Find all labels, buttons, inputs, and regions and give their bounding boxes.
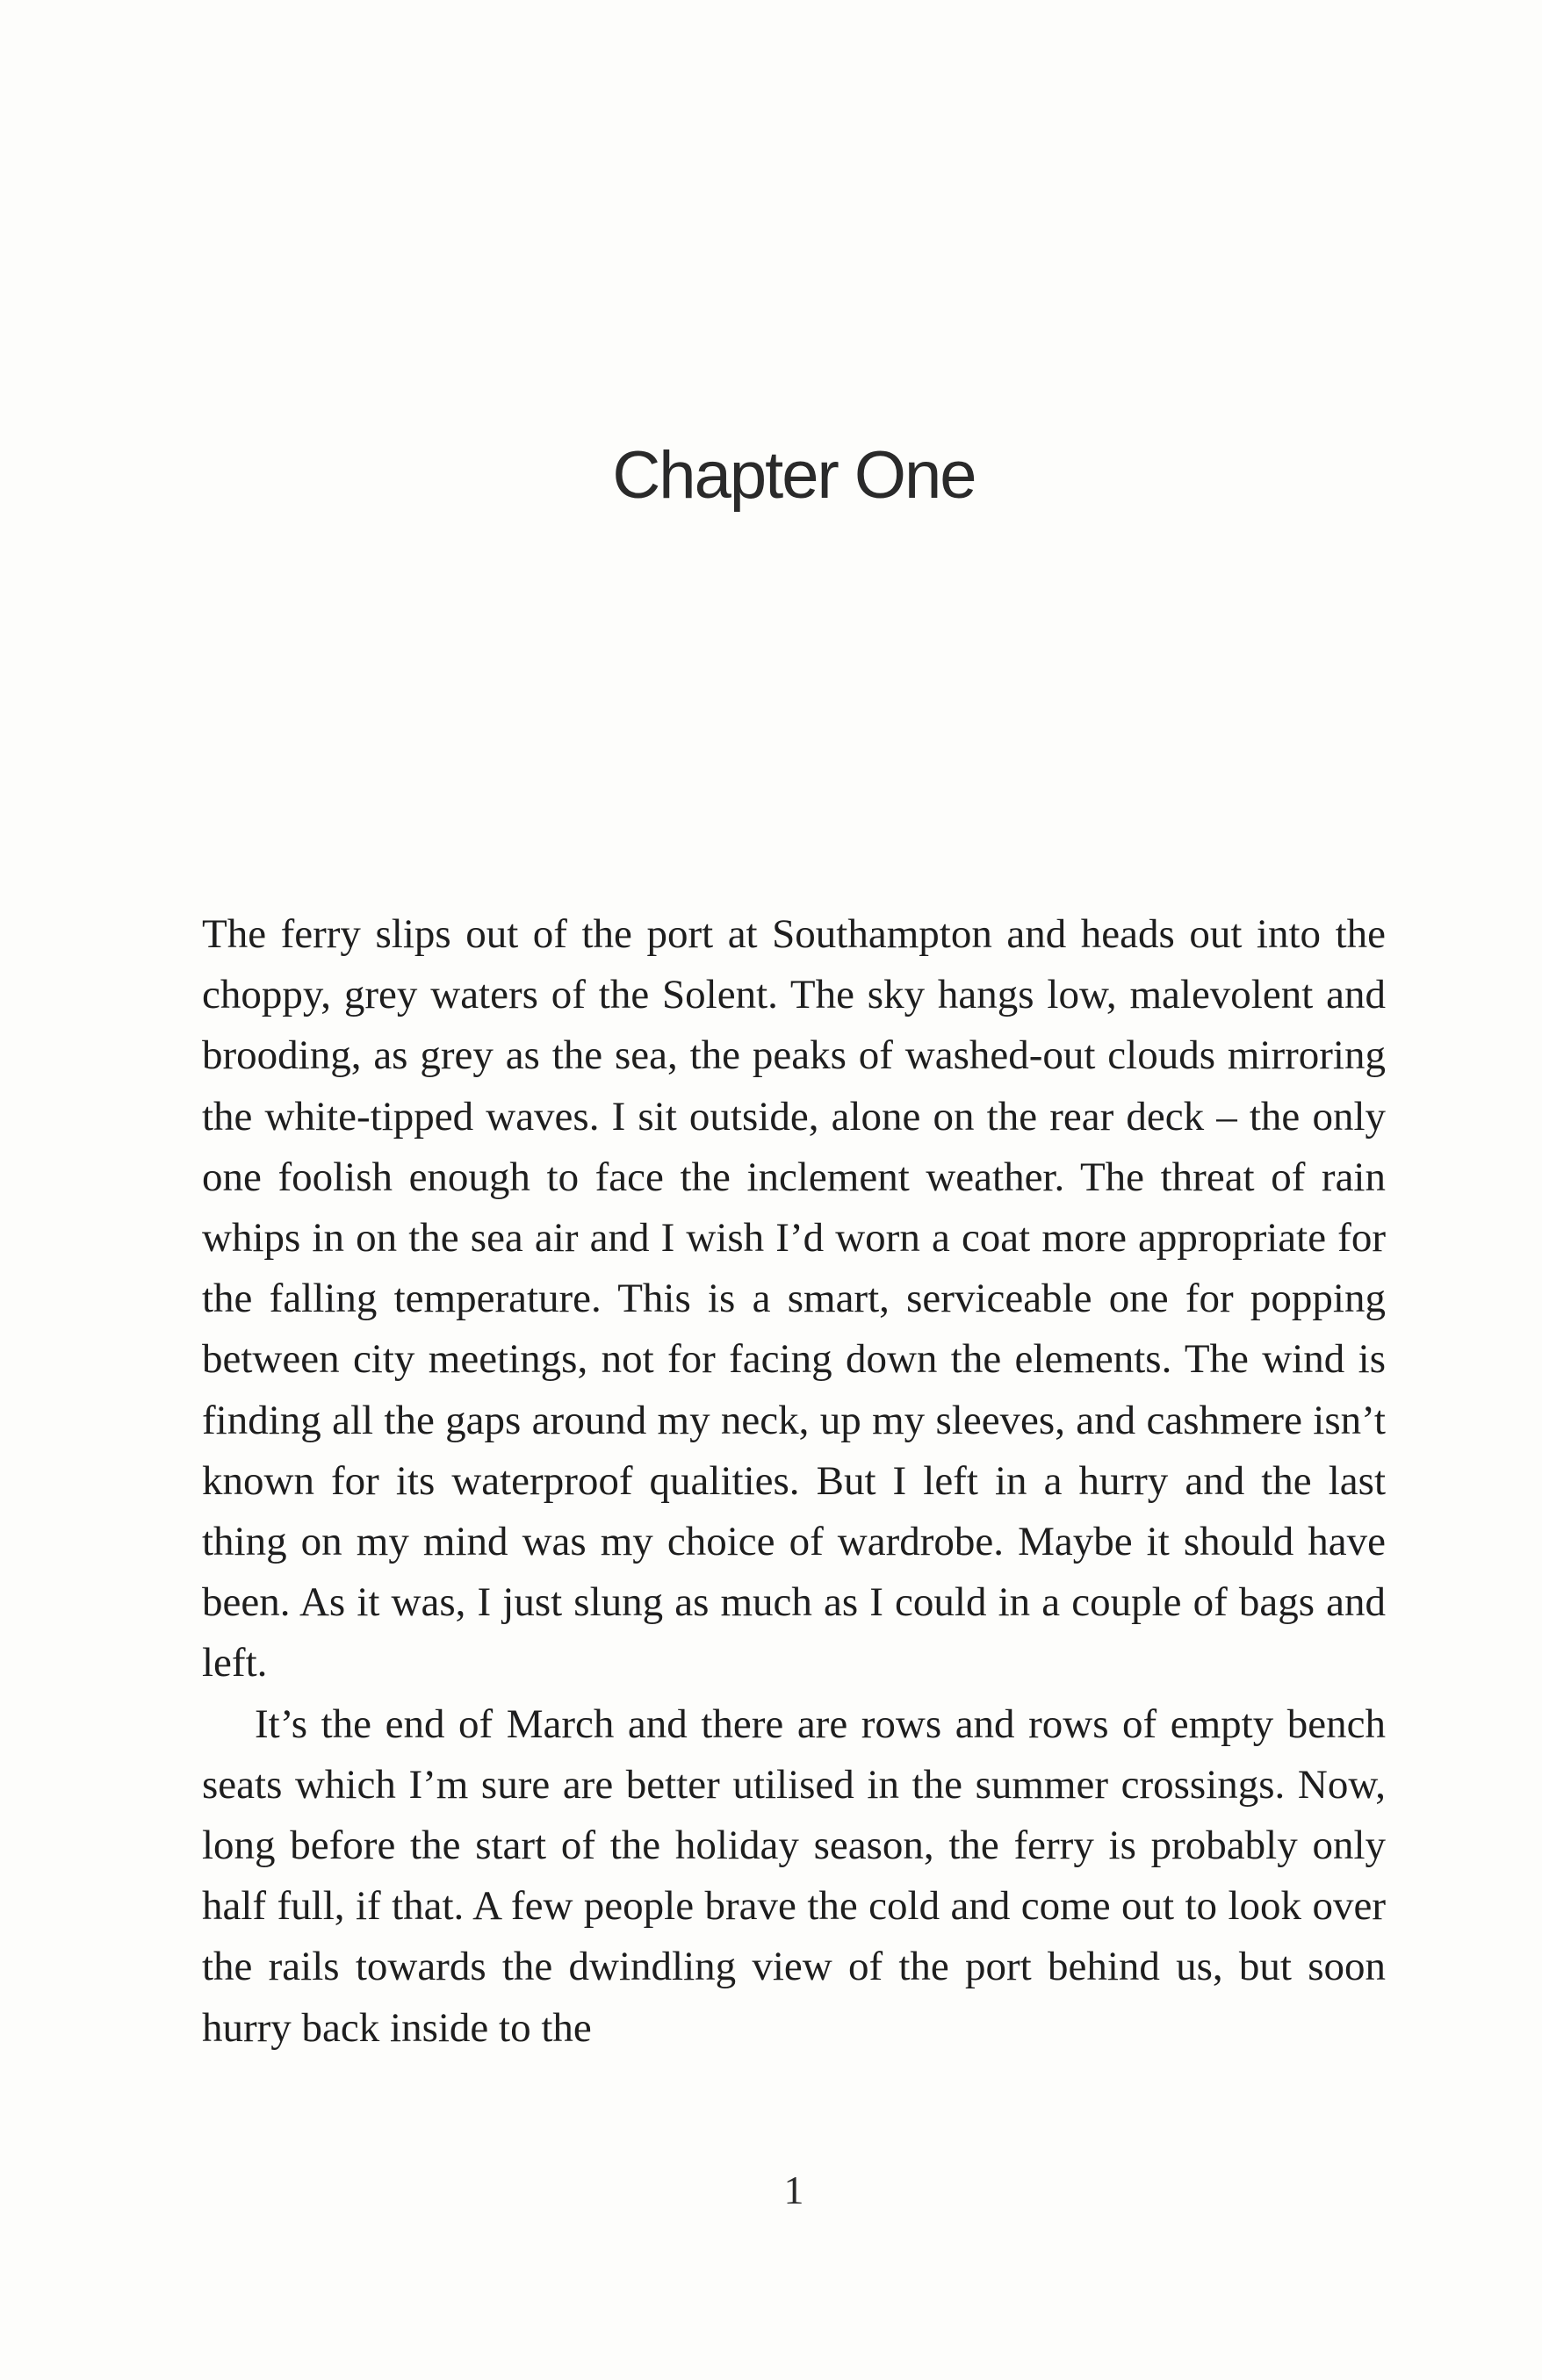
paragraph-1: The ferry slips out of the port at Southampton and heads out into the choppy, grey waters of the Solent. The sky hangs low, malevolent and brooding, as grey as the sea, the peaks of washed-out clouds mirroring the white-tipped waves. I sit outside, alone on the rear deck – the only one foolish enough to face the inclement weather. The threat of rain whips in on the sea air and I wish I’d worn a coat more appropriate for the falling temperature. This is a smart, serviceable one for popping between city meetings, not for facing down the elements. The wind is finding all the gaps around my neck, up my sleeves, and cashmere isn’t known for its waterproof qualities. But I left in a hurry and the last thing on my mind was my choice of wardrobe. Maybe it should have been. As it was, I just slung as much as I could in a couple of bags and left. — [202, 911, 1386, 1686]
chapter-title: Chapter One — [612, 438, 976, 513]
paragraph-2: It’s the end of March and there are rows and rows of empty bench seats which I’m sure are better utilised in the summer crossings. Now, long before the start of the holiday season, the ferry is probably only half full, if that. A few people brave the cold and come out to look over the rails towards the dwindling view of the port behind us, but soon hurry back inside to the — [202, 1701, 1386, 2051]
body-text — [202, 904, 1386, 2059]
page-number: 1 — [783, 2168, 804, 2212]
